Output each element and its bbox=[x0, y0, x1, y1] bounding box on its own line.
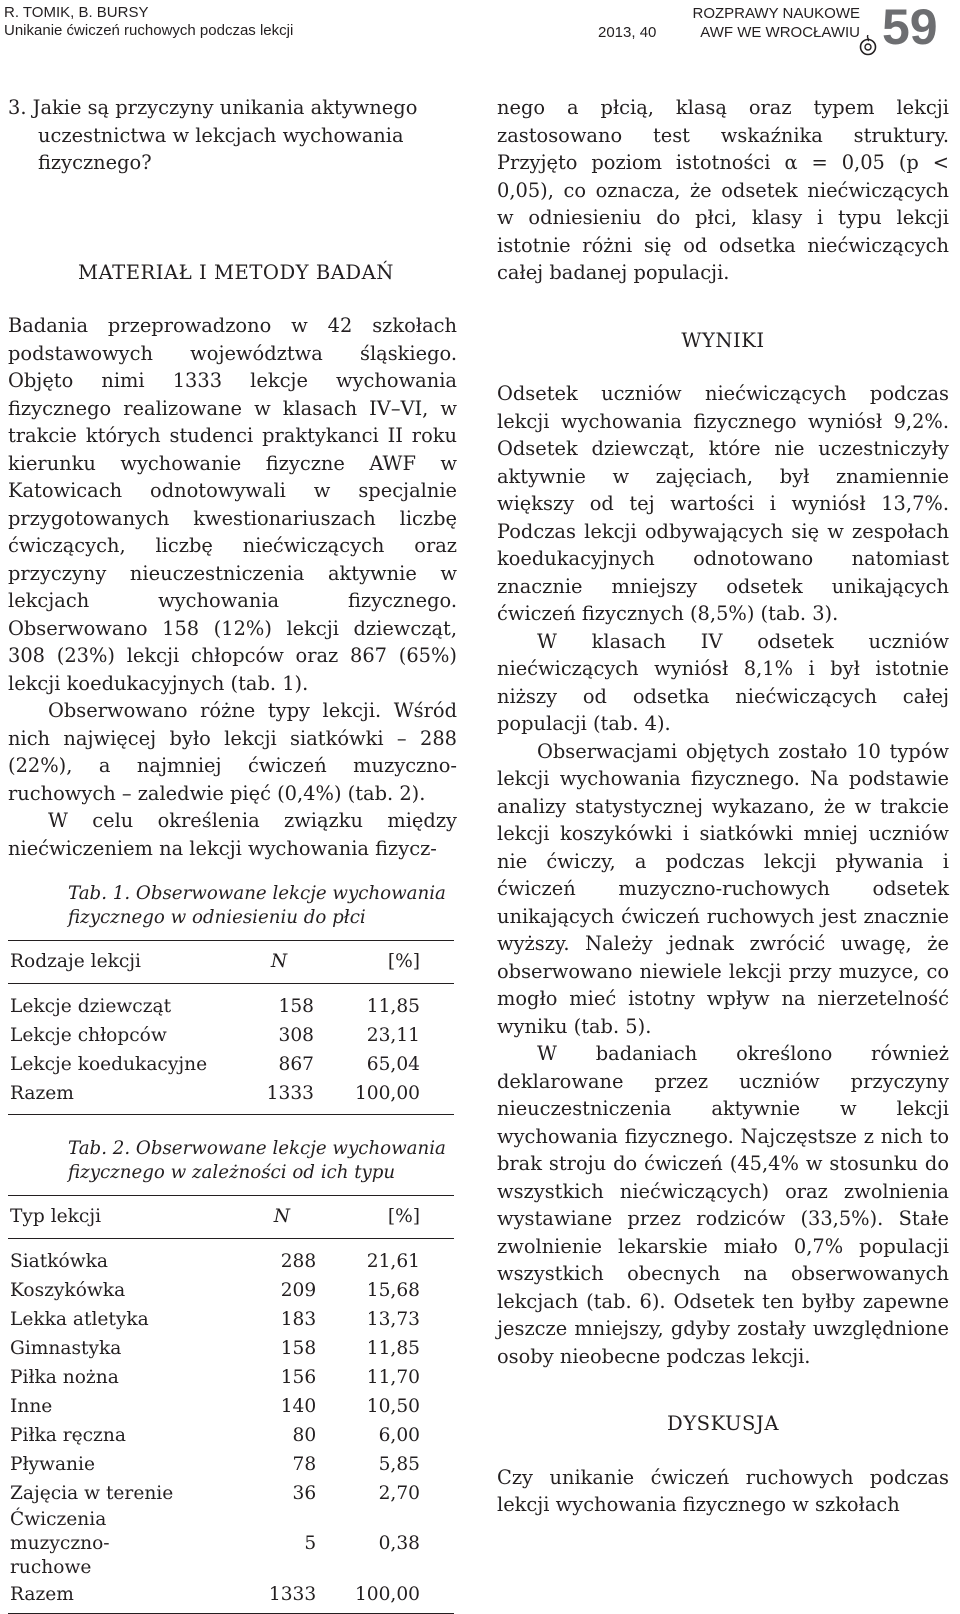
table-row bbox=[8, 1239, 454, 1277]
table-row bbox=[8, 1392, 454, 1421]
article-title: Unikanie ćwiczeń ruchowych podczas lekcji bbox=[4, 22, 294, 39]
methods-paragraph-3: W celu określenia związku między niećwiczeniem na lekcji wychowania fizycz- bbox=[8, 809, 457, 860]
table-cell: 308 bbox=[278, 1024, 314, 1046]
results-paragraph-2: W klasach IV odsetek uczniów niećwiczących wyniósł 8,1% i był istotnie niższy od odsetka niećwiczących całej populacji (tab. 4). bbox=[497, 629, 949, 735]
table-cell: 209 bbox=[280, 1279, 317, 1301]
table-row bbox=[8, 1508, 454, 1580]
journal-name bbox=[686, 4, 860, 42]
table-cell: 21,61 bbox=[366, 1250, 420, 1272]
table-cell: 158 bbox=[280, 1337, 317, 1359]
table-1-header: Rodzaje lekcji bbox=[10, 951, 142, 973]
left-column bbox=[8, 94, 457, 1614]
table-cell: 2,70 bbox=[378, 1482, 420, 1504]
table-row bbox=[8, 1421, 454, 1450]
table-row bbox=[8, 1050, 454, 1079]
table-2-header: Typ lekcji bbox=[10, 1206, 102, 1228]
table-cell: 1333 bbox=[266, 1082, 314, 1104]
table-row bbox=[8, 984, 454, 1022]
table-cell: 80 bbox=[292, 1424, 317, 1446]
table-1-label: Tab. 1. bbox=[68, 883, 131, 904]
table-cell: 11,70 bbox=[366, 1366, 420, 1388]
journal-logo-icon bbox=[858, 35, 878, 57]
table-row bbox=[8, 1580, 454, 1614]
table-1 bbox=[8, 940, 454, 1115]
running-head-left bbox=[4, 4, 293, 40]
table-2-caption bbox=[8, 1137, 457, 1185]
table-1-header-row bbox=[8, 941, 454, 984]
table-cell: Piłka ręczna bbox=[10, 1424, 126, 1446]
table-cell: 5 bbox=[304, 1533, 317, 1554]
table-cell: 65,04 bbox=[366, 1053, 420, 1075]
research-question-3: 3. Jakie są przyczyny unikania aktywnego uczestnictwa w lekcjach wychowania fizycznego? bbox=[8, 96, 418, 174]
table-cell: 78 bbox=[292, 1453, 317, 1475]
table-2-header-row bbox=[8, 1196, 454, 1239]
table-2 bbox=[8, 1195, 454, 1614]
issue-info: 2013, 40 bbox=[598, 24, 657, 41]
methods-paragraph-continued: nego a płcią, klasą oraz typem lekcji zastosowano test wskaźnika struktury. Przyjęto poziom istotności α = 0,05 (p < 0,05), co oznacza, że odsetek niećwiczących w odniesieniu do płci, klasy i typu lekcji istotnie różni się od odsetka niećwiczących całej badanej populacji. bbox=[497, 96, 949, 284]
journal-line-1: ROZPRAWY NAUKOWE bbox=[692, 5, 860, 22]
table-cell: 11,85 bbox=[366, 995, 420, 1017]
table-cell: 36 bbox=[292, 1482, 317, 1504]
results-paragraph-3: Obserwacjami objętych zostało 10 typów lekcji wychowania fizycznego. Na podstawie analizy statystycznej wykazano, że w trakcie lekcji koszykówki i siatkówki mniej uczniów nie ćwiczy, a podczas lekcji pływania i ćwiczeń muzyczno-ruchowych odsetek unikających ćwiczeń ruchowych jest znacznie wyższy. Należy jednak zwrócić uwagę, że obserwowano niewiele lekcji przy muzyce, co mogło mieć istotny wpływ na nierzetelność wyniku (tab. 5). bbox=[497, 739, 949, 1038]
table-cell: Lekcje koedukacyjne bbox=[10, 1053, 208, 1075]
table-2-label: Tab. 2. bbox=[68, 1138, 131, 1159]
table-cell: Razem bbox=[10, 1583, 74, 1605]
table-cell: 100,00 bbox=[354, 1082, 420, 1104]
table-row bbox=[8, 1334, 454, 1363]
table-cell: Zajęcia w terenie bbox=[10, 1482, 174, 1504]
page-number: 59 bbox=[882, 0, 938, 55]
table-cell: 13,73 bbox=[366, 1308, 420, 1330]
methods-paragraph-1: Badania przeprowadzono w 42 szkołach podstawowych województwa śląskiego. Objęto nimi 1333 lekcje wychowania fizycznego realizowane w klasach IV–VI, w trakcie których studenci praktykanci II roku kierunku wychowanie fizyczne AWF w Katowicach odnotowywali w specjalnie przygotowanych kwestionariuszach liczbę ćwiczących, liczbę niećwiczących oraz przyczyny nieuczestniczenia aktywnie w lekcjach wychowania fizycznego. Obserwowano 158 (12%) lekcji dziewcząt, 308 (23%) lekcji chłopców oraz 867 (65%) lekcji koedukacyjnych (tab. 1). bbox=[8, 314, 457, 695]
table-cell: 156 bbox=[280, 1366, 317, 1388]
table-cell: 158 bbox=[278, 995, 314, 1017]
table-cell: Koszykówka bbox=[10, 1279, 126, 1301]
authors: R. TOMIK, B. BURSY bbox=[4, 4, 149, 21]
table-row bbox=[8, 1021, 454, 1050]
heading-discussion: DYSKUSJA bbox=[667, 1412, 779, 1435]
table-cell: 23,11 bbox=[366, 1024, 420, 1046]
table-row bbox=[8, 1305, 454, 1334]
table-cell: 0,38 bbox=[378, 1533, 420, 1554]
table-1-header: [%] bbox=[387, 951, 420, 973]
methods-paragraph-2: Obserwowano różne typy lekcji. Wśród nich najwięcej było lekcji siatkówki – 288 (22%), a najmniej ćwiczeń muzyczno-ruchowych – zaledwie pięć (0,4%) (tab. 2). bbox=[8, 699, 457, 805]
table-cell: Ćwiczenia muzyczno-ruchowe bbox=[10, 1509, 110, 1578]
table-1-caption bbox=[8, 882, 457, 930]
table-cell: 11,85 bbox=[366, 1337, 420, 1359]
table-cell: 6,00 bbox=[378, 1424, 420, 1446]
table-cell: Pływanie bbox=[10, 1453, 95, 1475]
table-row bbox=[8, 1479, 454, 1508]
table-row bbox=[8, 1363, 454, 1392]
results-paragraph-4: W badaniach określono również deklarowane przez uczniów przyczyny nieuczestniczenia aktywnie w lekcji wychowania fizycznego. Najczęstsze z nich to brak stroju do ćwiczeń (45,4% w stosunku do wszystkich niećwiczących) oraz zwolnienia wystawiane przez rodziców (33,5%). Stałe zwolnienie lekarskie miało 0,7% populacji wszystkich obecnych na obserwowanych lekcjach (tab. 6). Odsetek ten byłby zapewne jeszcze mniejszy, gdyby zostały uwzględnione osoby nieobecne podczas lekcji. bbox=[497, 1042, 949, 1368]
table-cell: 100,00 bbox=[354, 1583, 420, 1605]
table-cell: 140 bbox=[280, 1395, 317, 1417]
table-row bbox=[8, 1450, 454, 1479]
table-1-title: Obserwowane lekcje wychowania fizycznego w odniesieniu do płci bbox=[68, 883, 446, 928]
heading-results: WYNIKI bbox=[681, 328, 765, 352]
table-row bbox=[8, 1276, 454, 1305]
right-column bbox=[497, 94, 949, 1519]
table-cell: Lekka atletyka bbox=[10, 1308, 149, 1330]
table-cell: 1333 bbox=[268, 1583, 317, 1605]
table-cell: 183 bbox=[280, 1308, 317, 1330]
discussion-paragraph-1: Czy unikanie ćwiczeń ruchowych podczas lekcji wychowania fizycznego w szkołach bbox=[497, 1465, 949, 1516]
table-cell: Gimnastyka bbox=[10, 1337, 122, 1359]
heading-methods: MATERIAŁ I METODY BADAŃ bbox=[78, 260, 394, 284]
table-2-header: N bbox=[273, 1206, 290, 1228]
table-cell: Inne bbox=[10, 1395, 53, 1417]
results-paragraph-1: Odsetek uczniów niećwiczących podczas lekcji wychowania fizycznego wyniósł 9,2%. Odsetek dziewcząt, które nie uczestniczyły aktywnie w zajęciach, był znamiennie większy od tej wartości i wyniósł 13,7%. Podczas lekcji odbywających się w zespołach koedukacyjnych odnotowano natomiast znacznie mniejszy odsetek unikających ćwiczeń fizycznych (8,5%) (tab. 3). bbox=[497, 382, 949, 625]
table-cell: Siatkówka bbox=[10, 1250, 108, 1272]
table-2-title: Obserwowane lekcje wychowania fizycznego w zależności od ich typu bbox=[68, 1138, 446, 1183]
table-row bbox=[8, 1079, 454, 1115]
table-cell: 867 bbox=[278, 1053, 314, 1075]
journal-line-2: AWF WE WROCŁAWIU bbox=[700, 24, 860, 41]
table-cell: Piłka nożna bbox=[10, 1366, 119, 1388]
page-header bbox=[0, 0, 960, 60]
table-2-header: [%] bbox=[387, 1206, 420, 1228]
table-cell: 15,68 bbox=[366, 1279, 420, 1301]
table-cell: Razem bbox=[10, 1082, 74, 1104]
table-cell: 288 bbox=[280, 1250, 317, 1272]
table-cell: 10,50 bbox=[366, 1395, 420, 1417]
table-cell: Lekcje chłopców bbox=[10, 1024, 167, 1046]
table-1-header: N bbox=[270, 951, 288, 973]
table-cell: 5,85 bbox=[378, 1453, 420, 1475]
table-cell: Lekcje dziewcząt bbox=[10, 995, 172, 1017]
